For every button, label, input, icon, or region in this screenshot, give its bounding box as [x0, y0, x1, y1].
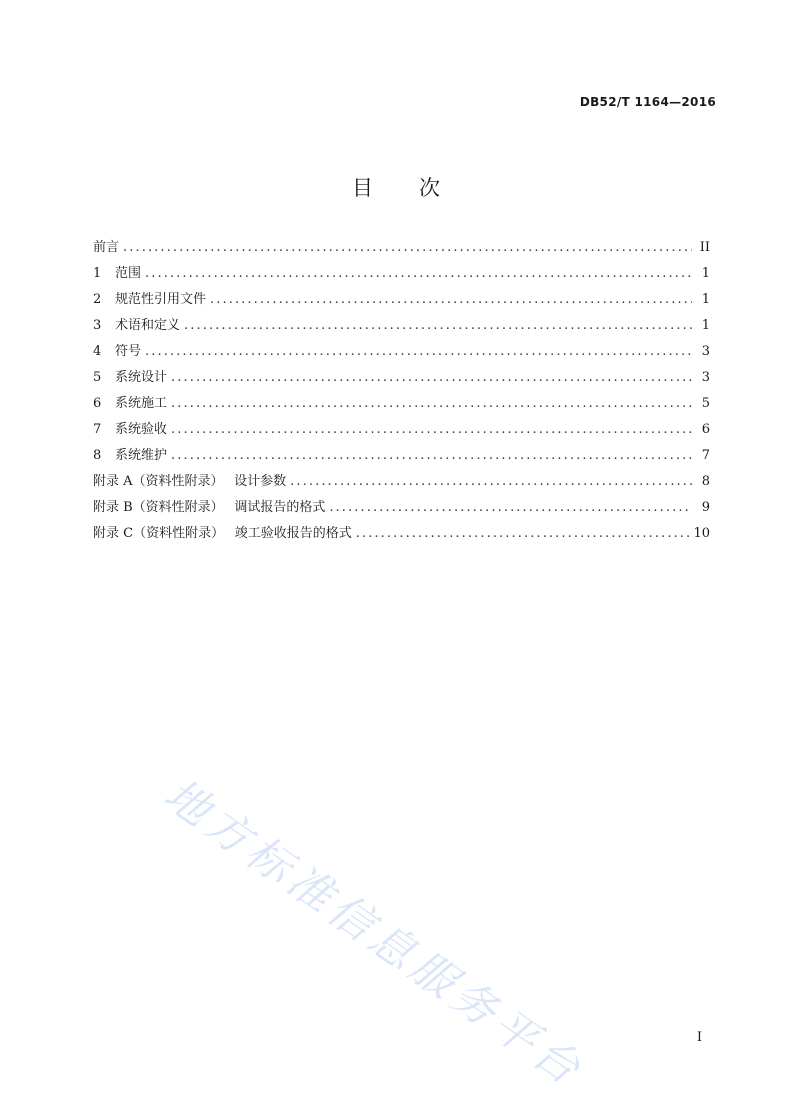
toc-entry-foreword	[93, 236, 710, 262]
toc-leader-dots	[290, 474, 692, 489]
toc-leader-dots	[171, 448, 692, 463]
toc-section-number: 3	[93, 318, 102, 333]
title-char-2: 次	[419, 176, 440, 200]
toc-entry-text: 术语和定义	[115, 318, 181, 333]
toc-entry-text: 范围	[115, 266, 142, 281]
toc-entry-text: 系统设计	[115, 370, 168, 385]
toc-page-number: 1	[701, 318, 710, 333]
toc-entry-4	[93, 340, 710, 366]
toc-page-number: 3	[701, 344, 710, 359]
toc-section-number: 5	[93, 370, 102, 385]
toc-entry-label: 前言	[93, 240, 120, 255]
toc-leader-dots	[184, 318, 692, 333]
toc-leader-dots	[210, 292, 692, 307]
toc-entry-text: 规范性引用文件	[115, 292, 207, 307]
toc-entry-text: 系统验收	[115, 422, 168, 437]
toc-entry-6	[93, 392, 710, 418]
toc-entry-label	[93, 314, 180, 333]
toc-entry-1	[93, 262, 710, 288]
toc-page-number: 7	[701, 448, 710, 463]
toc-leader-dots	[123, 240, 692, 255]
toc-entry-label	[93, 418, 167, 437]
toc-section-number: 7	[93, 422, 102, 437]
toc-leader-dots	[356, 526, 690, 541]
toc-section-number: 6	[93, 396, 102, 411]
toc-leader-dots	[329, 500, 692, 515]
toc-section-number: 4	[93, 344, 102, 359]
toc-leader-dots	[171, 370, 692, 385]
toc-entry-appendix-a	[93, 470, 710, 496]
toc-entry-8	[93, 444, 710, 470]
toc-page-number: 3	[701, 370, 710, 385]
toc-entry-label	[93, 340, 141, 359]
toc-section-number: 8	[93, 448, 102, 463]
title-char-1: 目	[352, 176, 373, 200]
table-of-contents	[93, 236, 710, 548]
toc-entry-appendix-c	[93, 522, 710, 548]
toc-entry-label: 附录 C（资料性附录） 竣工验收报告的格式	[93, 526, 352, 541]
toc-page-number: 9	[701, 500, 710, 515]
toc-section-number: 2	[93, 292, 102, 307]
toc-page-number: 8	[701, 474, 710, 489]
toc-entry-label	[93, 444, 167, 463]
toc-entry-label	[93, 392, 167, 411]
toc-entry-3	[93, 314, 710, 340]
toc-page-number: 5	[701, 396, 710, 411]
toc-entry-label	[93, 288, 206, 307]
toc-entry-2	[93, 288, 710, 314]
toc-page-number: 1	[701, 292, 710, 307]
page-number: I	[696, 1030, 702, 1045]
toc-page-number: 10	[693, 526, 710, 541]
toc-page-number: 6	[701, 422, 710, 437]
document-code: DB52/T 1164—2016	[579, 95, 716, 109]
toc-entry-label: 附录 A（资料性附录） 设计参数	[93, 474, 287, 489]
toc-entry-7	[93, 418, 710, 444]
toc-entry-appendix-b	[93, 496, 710, 522]
toc-leader-dots	[171, 422, 692, 437]
toc-section-number: 1	[93, 266, 102, 281]
toc-entry-label	[93, 366, 167, 385]
toc-entry-text: 系统施工	[115, 396, 168, 411]
toc-leader-dots	[145, 344, 692, 359]
toc-entry-label: 附录 B（资料性附录） 调试报告的格式	[93, 500, 326, 515]
toc-entry-label	[93, 262, 141, 281]
toc-page-number: II	[699, 240, 710, 255]
toc-page-number: 1	[701, 266, 710, 281]
toc-entry-5	[93, 366, 710, 392]
toc-leader-dots	[171, 396, 692, 411]
watermark: 地方标准信息服务平台	[154, 769, 594, 1098]
toc-entry-text: 符号	[115, 344, 142, 359]
toc-entry-text: 系统维护	[115, 448, 168, 463]
page-title	[0, 172, 792, 202]
toc-leader-dots	[145, 266, 692, 281]
